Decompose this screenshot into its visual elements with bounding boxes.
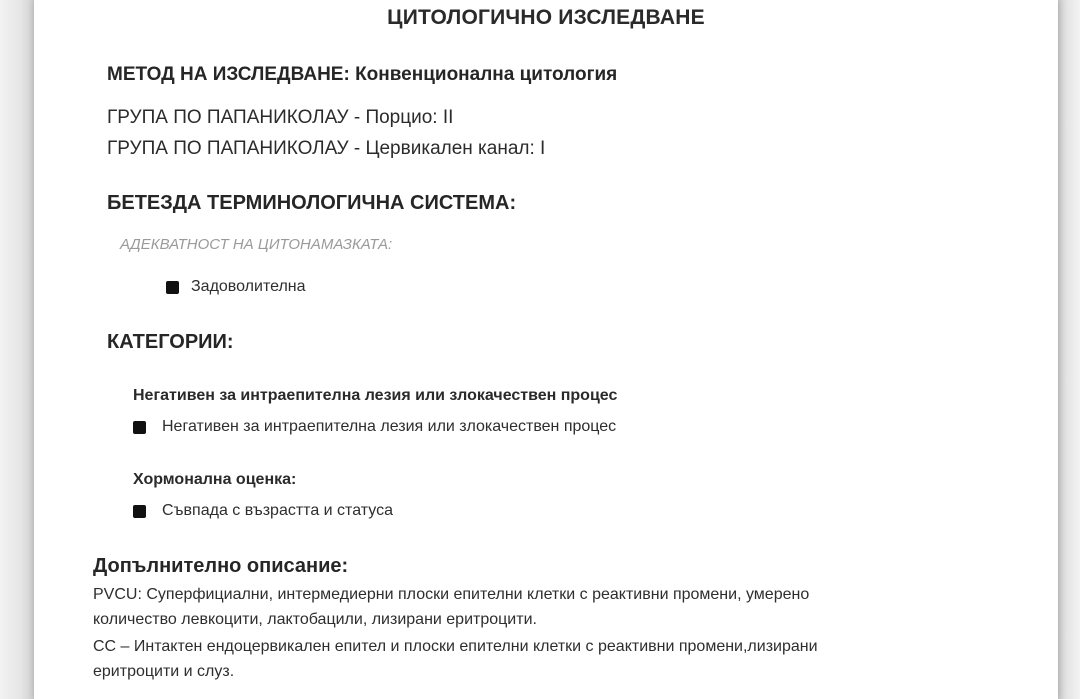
description-line: количество левкоцити, лактобацили, лизирани еритроцити. xyxy=(93,611,537,628)
document-page xyxy=(34,0,1058,699)
bethesda-heading: БЕТЕЗДА ТЕРМИНОЛОГИЧНА СИСТЕМА: xyxy=(107,192,517,214)
negative-category-heading: Негативен за интраепителна лезия или злокачествен процес xyxy=(133,387,618,404)
adequacy-item xyxy=(166,278,306,296)
left-background xyxy=(0,0,34,699)
method-line: МЕТОД НА ИЗСЛЕДВАНЕ: Конвенционална цитология xyxy=(107,64,618,85)
hormonal-assessment-value: Съвпада с възрастта и статуса xyxy=(162,502,393,519)
filled-square-bullet-icon xyxy=(133,505,146,518)
hormonal-assessment-heading: Хормонална оценка: xyxy=(133,471,297,488)
document-title: ЦИТОЛОГИЧНО ИЗСЛЕДВАНЕ xyxy=(387,6,705,29)
categories-heading: КАТЕГОРИИ: xyxy=(107,331,234,353)
negative-category-value: Негативен за интраепителна лезия или злокачествен процес xyxy=(162,418,617,435)
description-line: CC – Интактен ендоцервикален епител и плоски епителни клетки с реактивни промени,лизирани xyxy=(93,638,818,655)
hormonal-assessment-item xyxy=(133,502,393,520)
negative-category-item xyxy=(133,418,616,436)
right-background xyxy=(1058,0,1080,699)
description-line: еритроцити и слуз. xyxy=(93,663,235,680)
additional-description-heading: Допълнително описание: xyxy=(93,555,349,577)
adequacy-value: Задоволителна xyxy=(191,278,306,295)
filled-square-bullet-icon xyxy=(133,421,146,434)
filled-square-bullet-icon xyxy=(166,281,179,294)
pap-group-cervical-canal: ГРУПА ПО ПАПАНИКОЛАУ - Цервикален канал: I xyxy=(107,138,546,159)
adequacy-label: АДЕКВАТНОСТ НА ЦИТОНАМАЗКАТА: xyxy=(120,236,393,253)
pap-group-portio: ГРУПА ПО ПАПАНИКОЛАУ - Порцио: II xyxy=(107,107,454,128)
description-line: PVCU: Суперфициални, интермедиерни плоски епителни клетки с реактивни промени, умерено xyxy=(93,586,810,603)
